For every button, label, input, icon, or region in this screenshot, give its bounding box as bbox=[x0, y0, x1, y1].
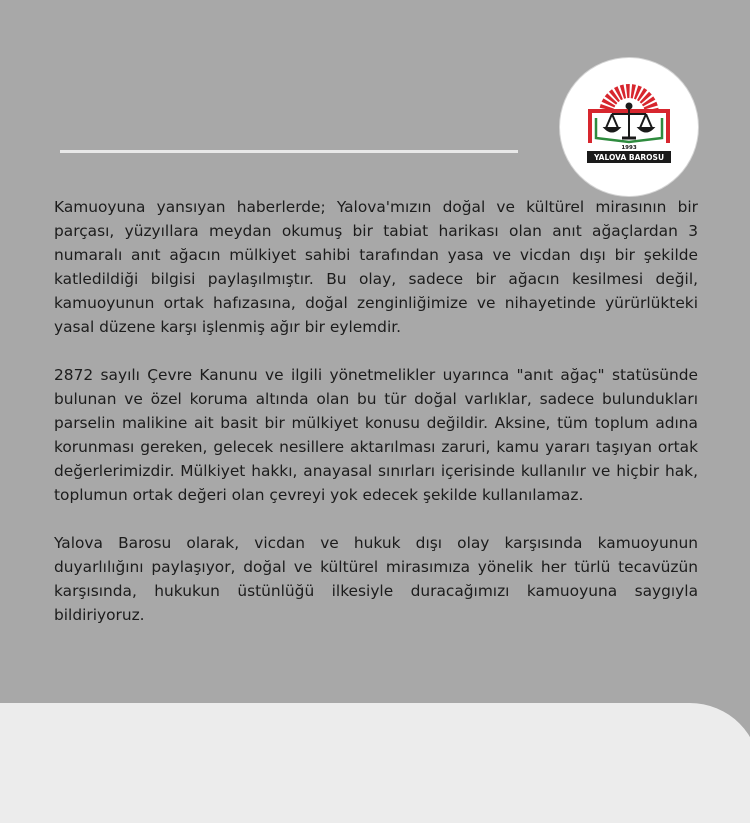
bar-association-emblem bbox=[560, 58, 698, 196]
yalova-barosu-logo bbox=[560, 58, 698, 196]
paragraph-3: Yalova Barosu olarak, vicdan ve hukuk dışı olay karşısında kamuoyunun duyarlılığını paylaşıyor, doğal ve kültürel mirasımıza yönelik her türlü tecavüzün karşısında, hukukun üstünlüğü ilkesiyle duracağımızı kamuoyuna saygıyla bildiriyoruz. bbox=[54, 534, 698, 624]
association-name: YALOVA BAROSU bbox=[593, 153, 665, 162]
footer-shape bbox=[0, 703, 750, 823]
paragraph-2: 2872 sayılı Çevre Kanunu ve ilgili yönetmelikler uyarınca "anıt ağaç" statüsünde bulunan ve özel koruma altında olan bu tür doğal varlıklar, sadece bulundukları parselin malikine ait basit bir mülkiyet konusu değildir. Aksine, tüm toplum adına korunması gereken, gelecek nesillere aktarılması zaruri, kamu yararı taşıyan ortak değerlerimizdir. Mülkiyet hakkı, anayasal sınırları içerisinde kullanılır ve hiçbir hak, toplumun ortak değeri olan çevreyi yok edecek şekilde kullanılamaz. bbox=[54, 366, 698, 504]
founding-year: 1993 bbox=[621, 145, 637, 151]
sun-ray bbox=[626, 84, 630, 98]
statement-body bbox=[54, 195, 698, 651]
header-divider bbox=[60, 150, 518, 153]
paragraph-1: Kamuoyuna yansıyan haberlerde; Yalova'mızın doğal ve kültürel mirasının bir parçası, yüzyıllara meydan okumuş bir tabiat harikası olan anıt ağaçlardan 3 numaralı anıt ağacın mülkiyet sahibi tarafından yasa ve vicdan dışı bir şekilde katledildiği bilgisi paylaşılmıştır. Bu olay, sadece bir ağacın kesilmesi değil, kamuoyunun ortak hafızasına, doğal zenginliğimize ve nihayetinde yürürlükteki yasal düzene karşı işlenmiş ağır bir eylemdir. bbox=[54, 198, 698, 336]
